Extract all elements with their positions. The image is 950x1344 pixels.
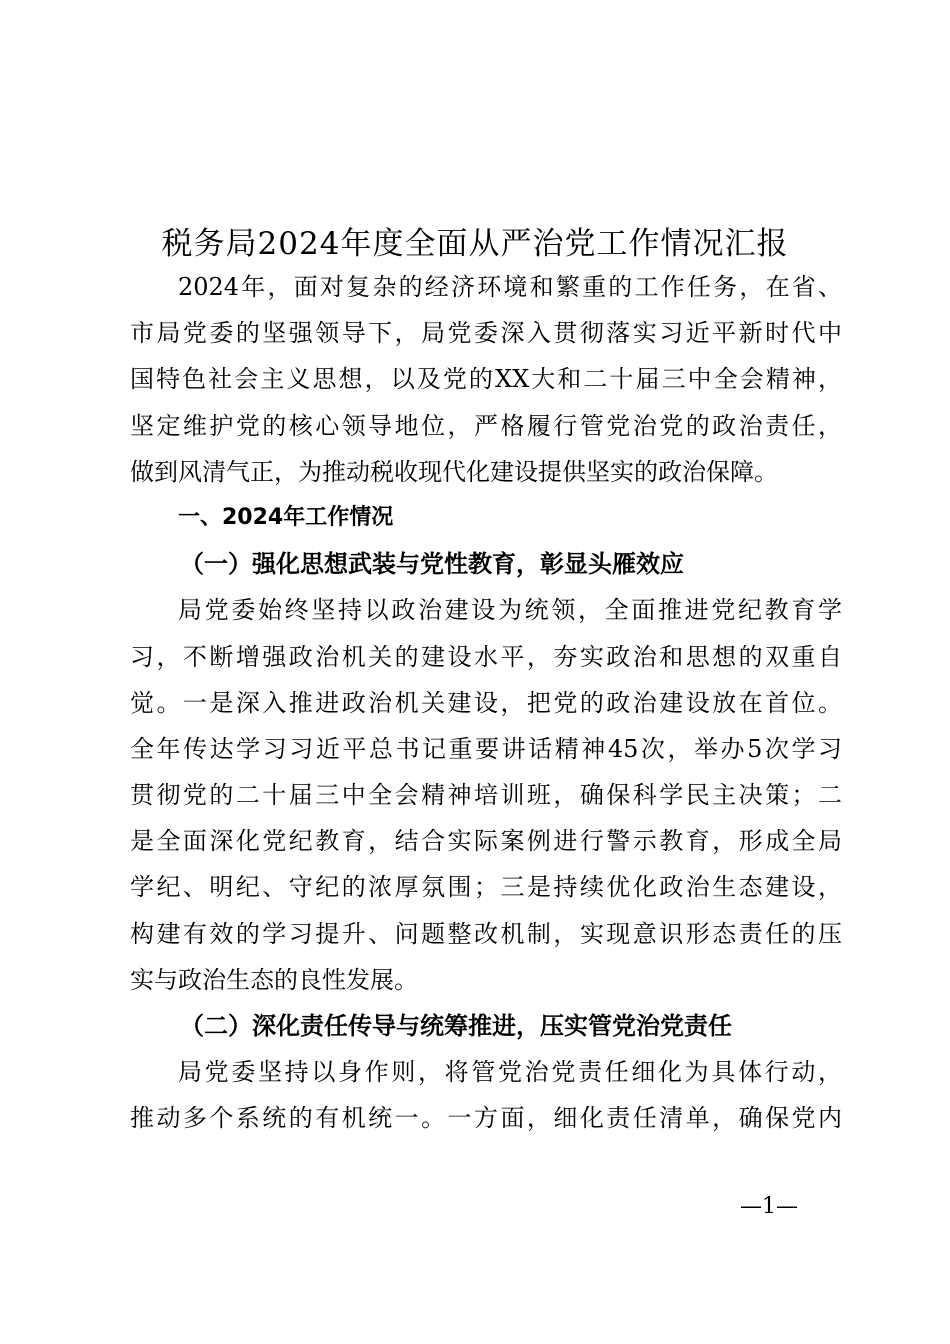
paragraph-line: 贯彻党的二十届三中全会精神培训班，确保科学民主决策；二 (130, 781, 842, 810)
paragraph-line: 学纪、明纪、守纪的浓厚氛围；三是持续优化政治生态建设， (130, 873, 842, 902)
section-heading: 一、2024年工作情况 (178, 504, 394, 530)
paragraph-line: 实与政治生态的良性发展。 (130, 965, 418, 994)
paragraph-line: 2024年，面对复杂的经济环境和繁重的工作任务，在省、 (178, 273, 842, 301)
paragraph-line: 局党委始终坚持以政治建设为统领，全面推进党纪教育学 (178, 596, 842, 625)
document-title: 税务局2024年度全面从严治党工作情况汇报 (161, 226, 789, 262)
document-body (130, 264, 842, 1142)
paragraph-line: 全年传达学习习近平总书记重要讲话精神45次，举办5次学习 (130, 734, 842, 763)
paragraph-line: 市局党委的坚强领导下，局党委深入贯彻落实习近平新时代中 (130, 319, 842, 348)
paragraph-line: 做到风清气正，为推动税收现代化建设提供坚实的政治保障。 (130, 457, 778, 486)
page-number: —1— (740, 1194, 798, 1219)
paragraph-line: 坚定维护党的核心领导地位，严格履行管党治党的政治责任， (130, 411, 842, 440)
subsection-heading: （一）强化思想武装与党性教育，彰显头雁效应 (180, 549, 684, 579)
subsection-heading: （二）深化责任传导与统筹推进，压实管党治党责任 (180, 1011, 732, 1040)
paragraph-line: 习，不断增强政治机关的建设水平，夯实政治和思想的双重自 (130, 642, 842, 671)
paragraph-line: 觉。一是深入推进政治机关建设，把党的政治建设放在首位。 (130, 688, 842, 717)
paragraph-line: 是全面深化党纪教育，结合实际案例进行警示教育，形成全局 (130, 827, 842, 856)
paragraph-line: 国特色社会主义思想，以及党的XX大和二十届三中全会精神， (130, 365, 842, 394)
paragraph-line: 推动多个系统的有机统一。一方面，细化责任清单，确保党内 (130, 1104, 842, 1133)
paragraph-line: 局党委坚持以身作则，将管党治党责任细化为具体行动， (178, 1058, 842, 1087)
paragraph-line: 构建有效的学习提升、问题整改机制，实现意识形态责任的压 (130, 919, 842, 948)
